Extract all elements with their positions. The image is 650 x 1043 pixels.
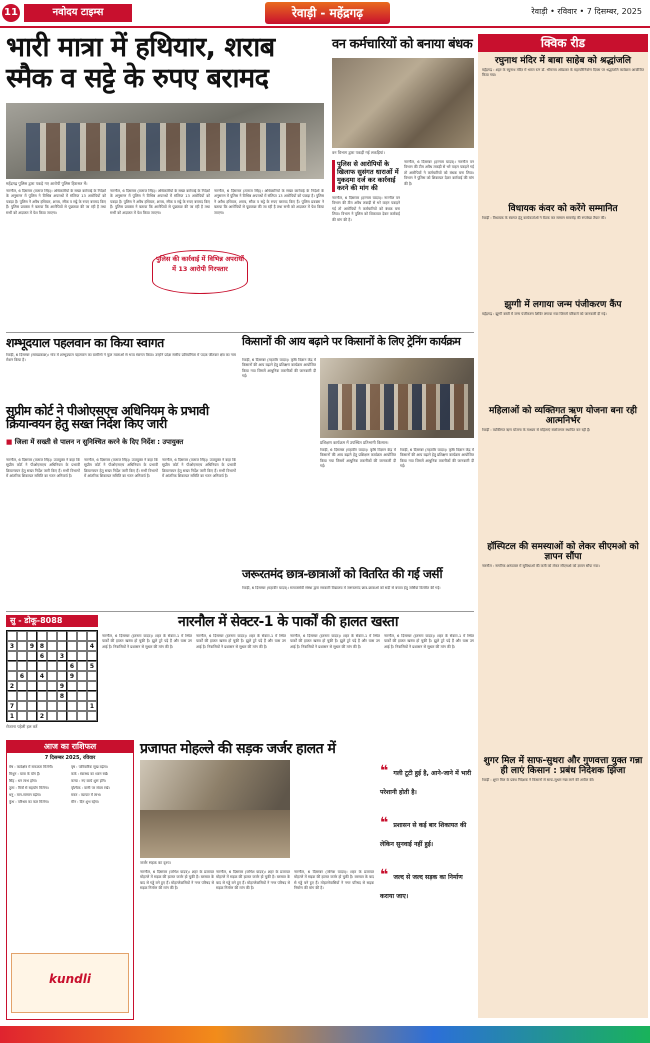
quick-item-body: महेंद्रगढ़ : शहर के रघुनाथ मंदिर में भारत रत्न डॉ. भीमराव अंबेडकर के महापरिनिर्वाण दिवस पर श्रद्धांजलि कार्यक्रम आयोजित किया गया।: [482, 68, 644, 78]
sudoku-cell: [27, 701, 37, 711]
lead-headline-line1: भारी मात्रा में हथियार, शराब: [6, 32, 275, 63]
road-photo-caption: जर्जर सड़क का दृश्य।: [140, 860, 172, 865]
sudoku-cell: [47, 701, 57, 711]
road-quotes: [380, 760, 474, 1020]
sudoku-cell: [57, 701, 67, 711]
pocso-body-col2: नारनौल, 6 दिसम्बर (तलाज सिंह)। उपायुक्त ने कहा कि सुप्रीम कोर्ट ने पीओएसएच अधिनियम के प्रभावी क्रियान्वयन हेतु सख्त निर्देश जारी किए हैं। सभी विभागों में आंतरिक शिकायत समिति का गठन अनिवार्य है।: [84, 458, 158, 479]
sudoku-cell: [17, 691, 27, 701]
quick-item: [482, 756, 644, 978]
lead-photo-caption: महेंद्रगढ़ पुलिस द्वारा पकड़े गए आरोपी पुलिस हिरासत में।: [6, 181, 88, 186]
sudoku-cell: [57, 631, 67, 641]
bullet-icon: ■: [6, 438, 15, 446]
horoscope-item: धनु : मान-सम्मान बढ़ेगा।: [9, 793, 42, 797]
farmers-photo: [320, 358, 474, 438]
sudoku-cell: [77, 681, 87, 691]
road-headline-box: [140, 742, 474, 757]
horoscope-item: मेष : कार्यक्षेत्र में सफलता मिलेगी।: [9, 765, 54, 769]
parks-body-col1: नारनौल, 6 दिसम्बर (हरनाम यादव)। शहर के सेक्टर-1 में स्थित पार्कों की हालत खस्ता हो चुकी है। झूले टूटे पड़े हैं और घास उग आई है। निवासियों ने प्रशासन से सुधार की मांग की है।: [102, 634, 192, 649]
quick-item-body: रेवाड़ी : विधायक के स्वागत हेतु कार्यकर्ताओं ने बैठक कर सम्मान समारोह की रूपरेखा तैयार की।: [482, 216, 606, 220]
horoscope-item: मीन : दिन शुभ रहेगा।: [71, 800, 100, 804]
forest-photo-caption: वन विभाग द्वारा पकड़ी गई लकड़ियां।: [332, 150, 385, 155]
sudoku-cell: [77, 641, 87, 651]
road-photo-ground: [140, 810, 290, 858]
forest-headline-box: [332, 38, 474, 52]
sudoku-cell: [47, 711, 57, 721]
forest-headline: वन कर्मचारियों को बनाया बंधक: [332, 37, 473, 52]
sudoku-cell: [47, 631, 57, 641]
road-photo: [140, 760, 290, 858]
sudoku-cell: [47, 691, 57, 701]
farmers-photo-people: [328, 384, 468, 430]
wrestler-body: रेवाड़ी, 6 दिसम्बर (सत्यप्रकाश)। गांव में शम्भूदयाल पहलवान का ग्रामीणों ने फूल मालाओं से भव्य स्वागत किया। उन्होंने प्रदेश स्तरीय प्रतियोगिता में पदक जीतकर क्षेत्र का नाम रोशन किया है।: [6, 353, 236, 363]
horoscope-item: सिंह : धन लाभ होगा।: [9, 779, 38, 783]
sudoku-cell: [37, 631, 47, 641]
sudoku-cell: [47, 651, 57, 661]
sudoku-cell: [77, 701, 87, 711]
forest-body-col1: नारनौल, 6 दिसम्बर (हरनाम यादव)। नारनौल वन विभाग की टीम अवैध लकड़ी से भरे वाहन पकड़ने गई तो आरोपियों ने कर्मचारियों को बंधक बना लिया। विभाग ने पुलिस को शिकायत देकर कार्रवाई की मांग की है।: [332, 196, 400, 222]
parks-headline-box: [102, 615, 474, 630]
sudoku-cell: [67, 641, 77, 651]
sudoku-cell: [37, 681, 47, 691]
sudoku-cell: 8: [37, 641, 47, 651]
sudoku-cell: 6: [37, 651, 47, 661]
students-headline: जरूरतमंद छात्र-छात्राओं को वितरित की गई जर्सी: [242, 567, 443, 581]
divider: [6, 611, 474, 612]
page-number: 11: [2, 4, 20, 22]
sudoku-cell: 5: [87, 661, 97, 671]
students-headline-box: [242, 568, 474, 581]
sudoku-cell: [77, 671, 87, 681]
students-body: रेवाड़ी, 6 दिसम्बर (महावीर यादव)। समाजसेवी संस्था द्वारा सरकारी विद्यालय में जरूरतमंद छात्र-छात्राओं को सर्दी से बचाव हेतु जर्सियां वितरित की गईं।: [242, 586, 441, 590]
sudoku-cell: [67, 651, 77, 661]
quick-item: [482, 300, 644, 392]
sudoku-cell: 9: [27, 641, 37, 651]
sudoku-cell: [87, 671, 97, 681]
road-headline: प्रजापत मोहल्ले की सड़क जर्जर हालत में: [140, 741, 336, 757]
sudoku-cell: [27, 661, 37, 671]
pocso-body-col3: नारनौल, 6 दिसम्बर (तलाज सिंह)। उपायुक्त ने कहा कि सुप्रीम कोर्ट ने पीओएसएच अधिनियम के प्रभावी क्रियान्वयन हेतु सख्त निर्देश जारी किए हैं। सभी विभागों में आंतरिक शिकायत समिति का गठन अनिवार्य है।: [162, 458, 236, 479]
quote-icon: ❝: [380, 867, 389, 883]
lead-body-col3: नारनौल, 6 दिसम्बर (तलाज सिंह)। अधिकारियों के सख्त कार्रवाई के निर्देशों के अनुसरण में पुलिस ने विभिन्न अपराधों में संलिप्त 13 आरोपियों को पकड़ा है। पुलिस ने अवैध हथियार, शराब, स्मैक व सट्टे के रुपए बरामद किए हैं। पुलिस प्रवक्ता ने बताया कि आरोपियों से पूछताछ की जा रही है तथा सभी को अदालत में पेश किया जाएगा।: [214, 189, 324, 215]
horoscope-item: कुंभ : परिश्रम का फल मिलेगा।: [9, 800, 50, 804]
road-quote-1: [380, 760, 474, 798]
sudoku-cell: [57, 671, 67, 681]
sudoku-cell: 1: [7, 711, 17, 721]
quick-item-body: महेंद्रगढ़ : झुग्गी बस्ती में जन्म पंजीकरण शिविर लगाया गया जिसमें परिवारों को जानकारी दी गई।: [482, 312, 607, 316]
lead-photo: [6, 103, 324, 179]
parks-body-col2: नारनौल, 6 दिसम्बर (हरनाम यादव)। शहर के सेक्टर-1 में स्थित पार्कों की हालत खस्ता हो चुकी है। झूले टूटे पड़े हैं और घास उग आई है। निवासियों ने प्रशासन से सुधार की मांग की है।: [196, 634, 286, 649]
parks-body-col3: नारनौल, 6 दिसम्बर (हरनाम यादव)। शहर के सेक्टर-1 में स्थित पार्कों की हालत खस्ता हो चुकी है। झूले टूटे पड़े हैं और घास उग आई है। निवासियों ने प्रशासन से सुधार की मांग की है।: [290, 634, 380, 649]
sudoku-cell: [17, 701, 27, 711]
sudoku-cell: [17, 631, 27, 641]
quick-item: [482, 406, 644, 538]
lead-headline-line2: स्मैक व सट्टे के रुपए बरामद: [6, 63, 269, 95]
forest-subhead: पुलिस से आरोपियों के खिलाफ सुसंगत धाराओं में मुकदमा दर्ज कर कार्रवाई करने की मांग की: [332, 160, 400, 192]
farmers-body-col1: रेवाड़ी, 6 दिसम्बर (महावीर यादव)। कृषि विज्ञान केंद्र में किसानों की आय बढ़ाने हेतु प्रशिक्षण कार्यक्रम आयोजित किया गया जिसमें आधुनिक तकनीकों की जानकारी दी गई।: [242, 358, 316, 379]
road-body-col3: नारनौल, 6 दिसम्बर (जोगेश यादव)। शहर के प्रजापत मोहल्ले में सड़क की हालत जर्जर हो चुकी है। बरसात के बाद से गड्ढे बने हुए हैं। मोहल्लेवासियों ने नगर परिषद से सड़क निर्माण की मांग की है।: [294, 870, 374, 891]
sudoku-cell: [87, 681, 97, 691]
sudoku-cell: [77, 711, 87, 721]
sudoku-cell: [17, 661, 27, 671]
sudoku-cell: [27, 711, 37, 721]
quick-read-title: क्विक रीड: [478, 34, 648, 52]
sudoku-cell: [27, 631, 37, 641]
sudoku-cell: [67, 701, 77, 711]
sudoku-cell: [27, 651, 37, 661]
quote-icon: ❝: [380, 815, 389, 831]
road-quote-3: [380, 864, 474, 902]
forest-body-col2: नारनौल, 6 दिसम्बर (हरनाम यादव)। नारनौल वन विभाग की टीम अवैध लकड़ी से भरे वाहन पकड़ने गई तो आरोपियों ने कर्मचारियों को बंधक बना लिया। विभाग ने पुलिस को शिकायत देकर कार्रवाई की मांग की है।: [404, 160, 474, 186]
parks-headline: नारनौल में सेक्टर-1 के पार्कों की हालत खस्ता: [177, 614, 399, 630]
sudoku-title: सु - डोकू-8088: [6, 615, 98, 627]
sudoku-cell: [37, 661, 47, 671]
sudoku-board: [6, 630, 98, 722]
sudoku-cell: [57, 711, 67, 721]
sudoku-cell: [7, 661, 17, 671]
sudoku-cell: 2: [37, 711, 47, 721]
sudoku-cell: [57, 661, 67, 671]
sudoku-cell: [7, 691, 17, 701]
pocso-subhead: जिला में सख्ती से पालन न सुनिश्चित करने के दिए निर्देश : उपायुक्त: [14, 438, 184, 446]
paper-name: नवोदय टाइम्स: [24, 4, 132, 22]
farmers-headline: किसानों की आय बढ़ाने पर किसानों के लिए ट्रेनिंग कार्यक्रम: [242, 335, 461, 348]
quick-item: [482, 542, 644, 734]
lead-body-col1: नारनौल, 6 दिसम्बर (तलाज सिंह)। अधिकारियों के सख्त कार्रवाई के निर्देशों के अनुसरण में पुलिस ने विभिन्न अपराधों में संलिप्त 13 आरोपियों को पकड़ा है। पुलिस ने अवैध हथियार, शराब, स्मैक व सट्टे के रुपए बरामद किए हैं। पुलिस प्रवक्ता ने बताया कि आरोपियों से पूछताछ की जा रही है तथा सभी को अदालत में पेश किया जाएगा।: [6, 189, 106, 215]
horoscope-item: कर्क : स्वास्थ्य का ध्यान रखें।: [71, 772, 109, 776]
quick-item-body: रेवाड़ी : शुगर मिल के प्रबंध निदेशक ने किसानों से साफ-सुथरा गन्ना लाने की अपील की।: [482, 778, 595, 782]
kundli-ad: [11, 953, 129, 1013]
road-quote-3-text: जल्द से जल्द सड़क का निर्माण कराया जाए।: [380, 874, 463, 900]
sudoku-cell: [47, 671, 57, 681]
pocso-body-col1: नारनौल, 6 दिसम्बर (तलाज सिंह)। उपायुक्त ने कहा कि सुप्रीम कोर्ट ने पीओएसएच अधिनियम के प्रभावी क्रियान्वयन हेतु सख्त निर्देश जारी किए हैं। सभी विभागों में आंतरिक शिकायत समिति का गठन अनिवार्य है।: [6, 458, 80, 479]
sudoku-cell: [17, 651, 27, 661]
edition-title: रेवाड़ी - महेंद्रगढ़: [265, 2, 390, 24]
sudoku-cell: [7, 651, 17, 661]
sudoku-cell: 4: [37, 671, 47, 681]
quick-item-headline: झुग्गी में लगाया जन्म पंजीकरण कैंप: [504, 300, 622, 310]
quick-item-headline: महिलाओं को व्यक्तिगत ऋण योजना बना रही आत्मनिर्भर: [489, 406, 637, 426]
pocso-subhead-box: [6, 438, 236, 446]
road-body-col2: नारनौल, 6 दिसम्बर (जोगेश यादव)। शहर के प्रजापत मोहल्ले में सड़क की हालत जर्जर हो चुकी है। बरसात के बाद से गड्ढे बने हुए हैं। मोहल्लेवासियों ने नगर परिषद से सड़क निर्माण की मांग की है।: [216, 870, 290, 891]
sudoku-cell: [77, 651, 87, 661]
sudoku-cell: 8: [57, 691, 67, 701]
sudoku-cell: [27, 691, 37, 701]
lead-photo-people: [26, 123, 306, 171]
quick-item-headline: शुगर मिल में साफ-सुथरा और गुणवत्ता युक्त गन्ना ही लाएं किसान : प्रबंध निदेशक झिंजा: [483, 756, 643, 776]
sudoku-cell: [77, 691, 87, 701]
horoscope-item: वृष : पारिवारिक सुख बढ़ेगा।: [71, 765, 109, 769]
sudoku-cell: 4: [87, 641, 97, 651]
wrestler-headline: शम्भूदयाल पहलवान का किया स्वागत: [6, 335, 164, 350]
sudoku-cell: [47, 681, 57, 691]
road-quote-2-text: प्रशासन से कई बार शिकायत की लेकिन सुनवाई नहीं हुई।: [380, 822, 467, 848]
sudoku-cell: 6: [17, 671, 27, 681]
pocso-headline-box: [6, 404, 236, 430]
quote-icon: ❝: [380, 763, 389, 779]
divider: [6, 332, 474, 333]
sudoku-cell: [17, 641, 27, 651]
sudoku-cell: [87, 711, 97, 721]
quick-item-body: नारनौल : नागरिक अस्पताल में सुविधाओं की कमी को लेकर सीएमओ को ज्ञापन सौंपा गया।: [482, 564, 600, 568]
masthead: [0, 0, 650, 28]
horoscope-list: [7, 763, 133, 807]
footer-color-bar: [0, 1026, 650, 1043]
quick-item-headline: रघुनाथ मंदिर में बाबा साहेब को श्रद्धांजलि: [495, 56, 631, 66]
sudoku-cell: [87, 651, 97, 661]
quick-item-body: रेवाड़ी : व्यक्तिगत ऋण योजना के माध्यम से महिलाएं स्वरोजगार स्थापित कर रही हैं।: [482, 428, 591, 432]
farmers-body-col3: रेवाड़ी, 6 दिसम्बर (महावीर यादव)। कृषि विज्ञान केंद्र में किसानों की आय बढ़ाने हेतु प्रशिक्षण कार्यक्रम आयोजित किया गया जिसमें आधुनिक तकनीकों की जानकारी दी गई।: [400, 448, 474, 469]
lead-callout: पुलिस की कार्रवाई में विभिन्न अपराधों में 13 आरोपी गिरफ्तार: [152, 250, 248, 294]
farmers-headline-box: [242, 336, 474, 348]
sudoku-cell: [47, 641, 57, 651]
quick-item-headline: हॉस्पिटल की समस्याओं को लेकर सीएमओ को ज्ञापन सौंपा: [487, 542, 639, 562]
road-quote-2: [380, 812, 474, 850]
quick-item: [482, 56, 644, 188]
quick-read-column: [478, 34, 648, 1018]
road-body-col1: नारनौल, 6 दिसम्बर (जोगेश यादव)। शहर के प्रजापत मोहल्ले में सड़क की हालत जर्जर हो चुकी है। बरसात के बाद से गड्ढे बने हुए हैं। मोहल्लेवासियों ने नगर परिषद से सड़क निर्माण की मांग की है।: [140, 870, 214, 891]
horoscope-date: 7 दिसम्बर 2025, रविवार: [44, 755, 96, 761]
road-quote-1-text: गली टूटी हुई है, आने-जाने में भारी परेशानी होती है।: [380, 770, 472, 796]
sudoku-cell: 6: [67, 661, 77, 671]
sudoku-cell: [77, 661, 87, 671]
sudoku-cell: [37, 701, 47, 711]
sudoku-cell: [17, 681, 27, 691]
sudoku-cell: [7, 631, 17, 641]
sudoku-grid: [6, 630, 98, 722]
pocso-headline: सुप्रीम कोर्ट ने पीओएसएच अधिनियम के प्रभावी क्रियान्वयन हेतु सख्त निर्देश किए जारी: [6, 403, 209, 432]
sudoku-cell: [67, 691, 77, 701]
farmers-photo-caption: प्रशिक्षण कार्यक्रम में उपस्थित प्रतिभागी किसान।: [320, 440, 389, 445]
sudoku-cell: [27, 681, 37, 691]
horoscope-box: [6, 740, 134, 1020]
horoscope-item: वृश्चिक : वाणी पर संयम रखें।: [71, 786, 110, 790]
sudoku-note: रोजाना पहेली हल करें: [6, 724, 38, 729]
sudoku-cell: 7: [7, 701, 17, 711]
sudoku-cell: 3: [7, 641, 17, 651]
horoscope-item: मकर : व्यापार में लाभ।: [71, 793, 102, 797]
horoscope-item: तुला : मित्रों से सहयोग मिलेगा।: [9, 786, 49, 790]
sudoku-cell: [77, 631, 87, 641]
lead-headline: [6, 34, 328, 94]
quick-item-headline: विधायक कंवर को करेंगे सम्मानित: [508, 204, 618, 214]
forest-photo: [332, 58, 474, 148]
sudoku-cell: [27, 671, 37, 681]
lead-body-col2: नारनौल, 6 दिसम्बर (तलाज सिंह)। अधिकारियों के सख्त कार्रवाई के निर्देशों के अनुसरण में पुलिस ने विभिन्न अपराधों में संलिप्त 13 आरोपियों को पकड़ा है। पुलिस ने अवैध हथियार, शराब, स्मैक व सट्टे के रुपए बरामद किए हैं। पुलिस प्रवक्ता ने बताया कि आरोपियों से पूछताछ की जा रही है तथा सभी को अदालत में पेश किया जाएगा।: [110, 189, 210, 215]
sudoku-cell: 9: [67, 671, 77, 681]
sudoku-cell: [67, 711, 77, 721]
farmers-body-col2: रेवाड़ी, 6 दिसम्बर (महावीर यादव)। कृषि विज्ञान केंद्र में किसानों की आय बढ़ाने हेतु प्रशिक्षण कार्यक्रम आयोजित किया गया जिसमें आधुनिक तकनीकों की जानकारी दी गई।: [320, 448, 396, 469]
sudoku-cell: [87, 691, 97, 701]
sudoku-cell: 9: [57, 681, 67, 691]
kundli-brand: kundli: [49, 972, 91, 986]
sudoku-cell: [67, 631, 77, 641]
horoscope-item: कन्या : नए कार्य शुरू होंगे।: [71, 779, 106, 783]
sudoku-cell: 2: [7, 681, 17, 691]
sudoku-cell: 3: [57, 651, 67, 661]
sudoku-cell: [7, 671, 17, 681]
sudoku-cell: [37, 691, 47, 701]
sudoku-cell: [87, 631, 97, 641]
wrestler-headline-box: [6, 336, 236, 349]
horoscope-title: आज का राशिफल: [7, 741, 133, 753]
parks-body-col4: नारनौल, 6 दिसम्बर (हरनाम यादव)। शहर के सेक्टर-1 में स्थित पार्कों की हालत खस्ता हो चुकी है। झूले टूटे पड़े हैं और घास उग आई है। निवासियों ने प्रशासन से सुधार की मांग की है।: [384, 634, 474, 649]
sudoku-cell: 1: [87, 701, 97, 711]
quick-item: [482, 204, 644, 296]
sudoku-cell: [47, 661, 57, 671]
sudoku-cell: [67, 681, 77, 691]
sudoku-cell: [57, 641, 67, 651]
dateline: रेवाड़ी • रविवार • 7 दिसम्बर, 2025: [531, 7, 642, 16]
horoscope-item: मिथुन : यात्रा के योग हैं।: [9, 772, 41, 776]
sudoku-cell: [17, 711, 27, 721]
